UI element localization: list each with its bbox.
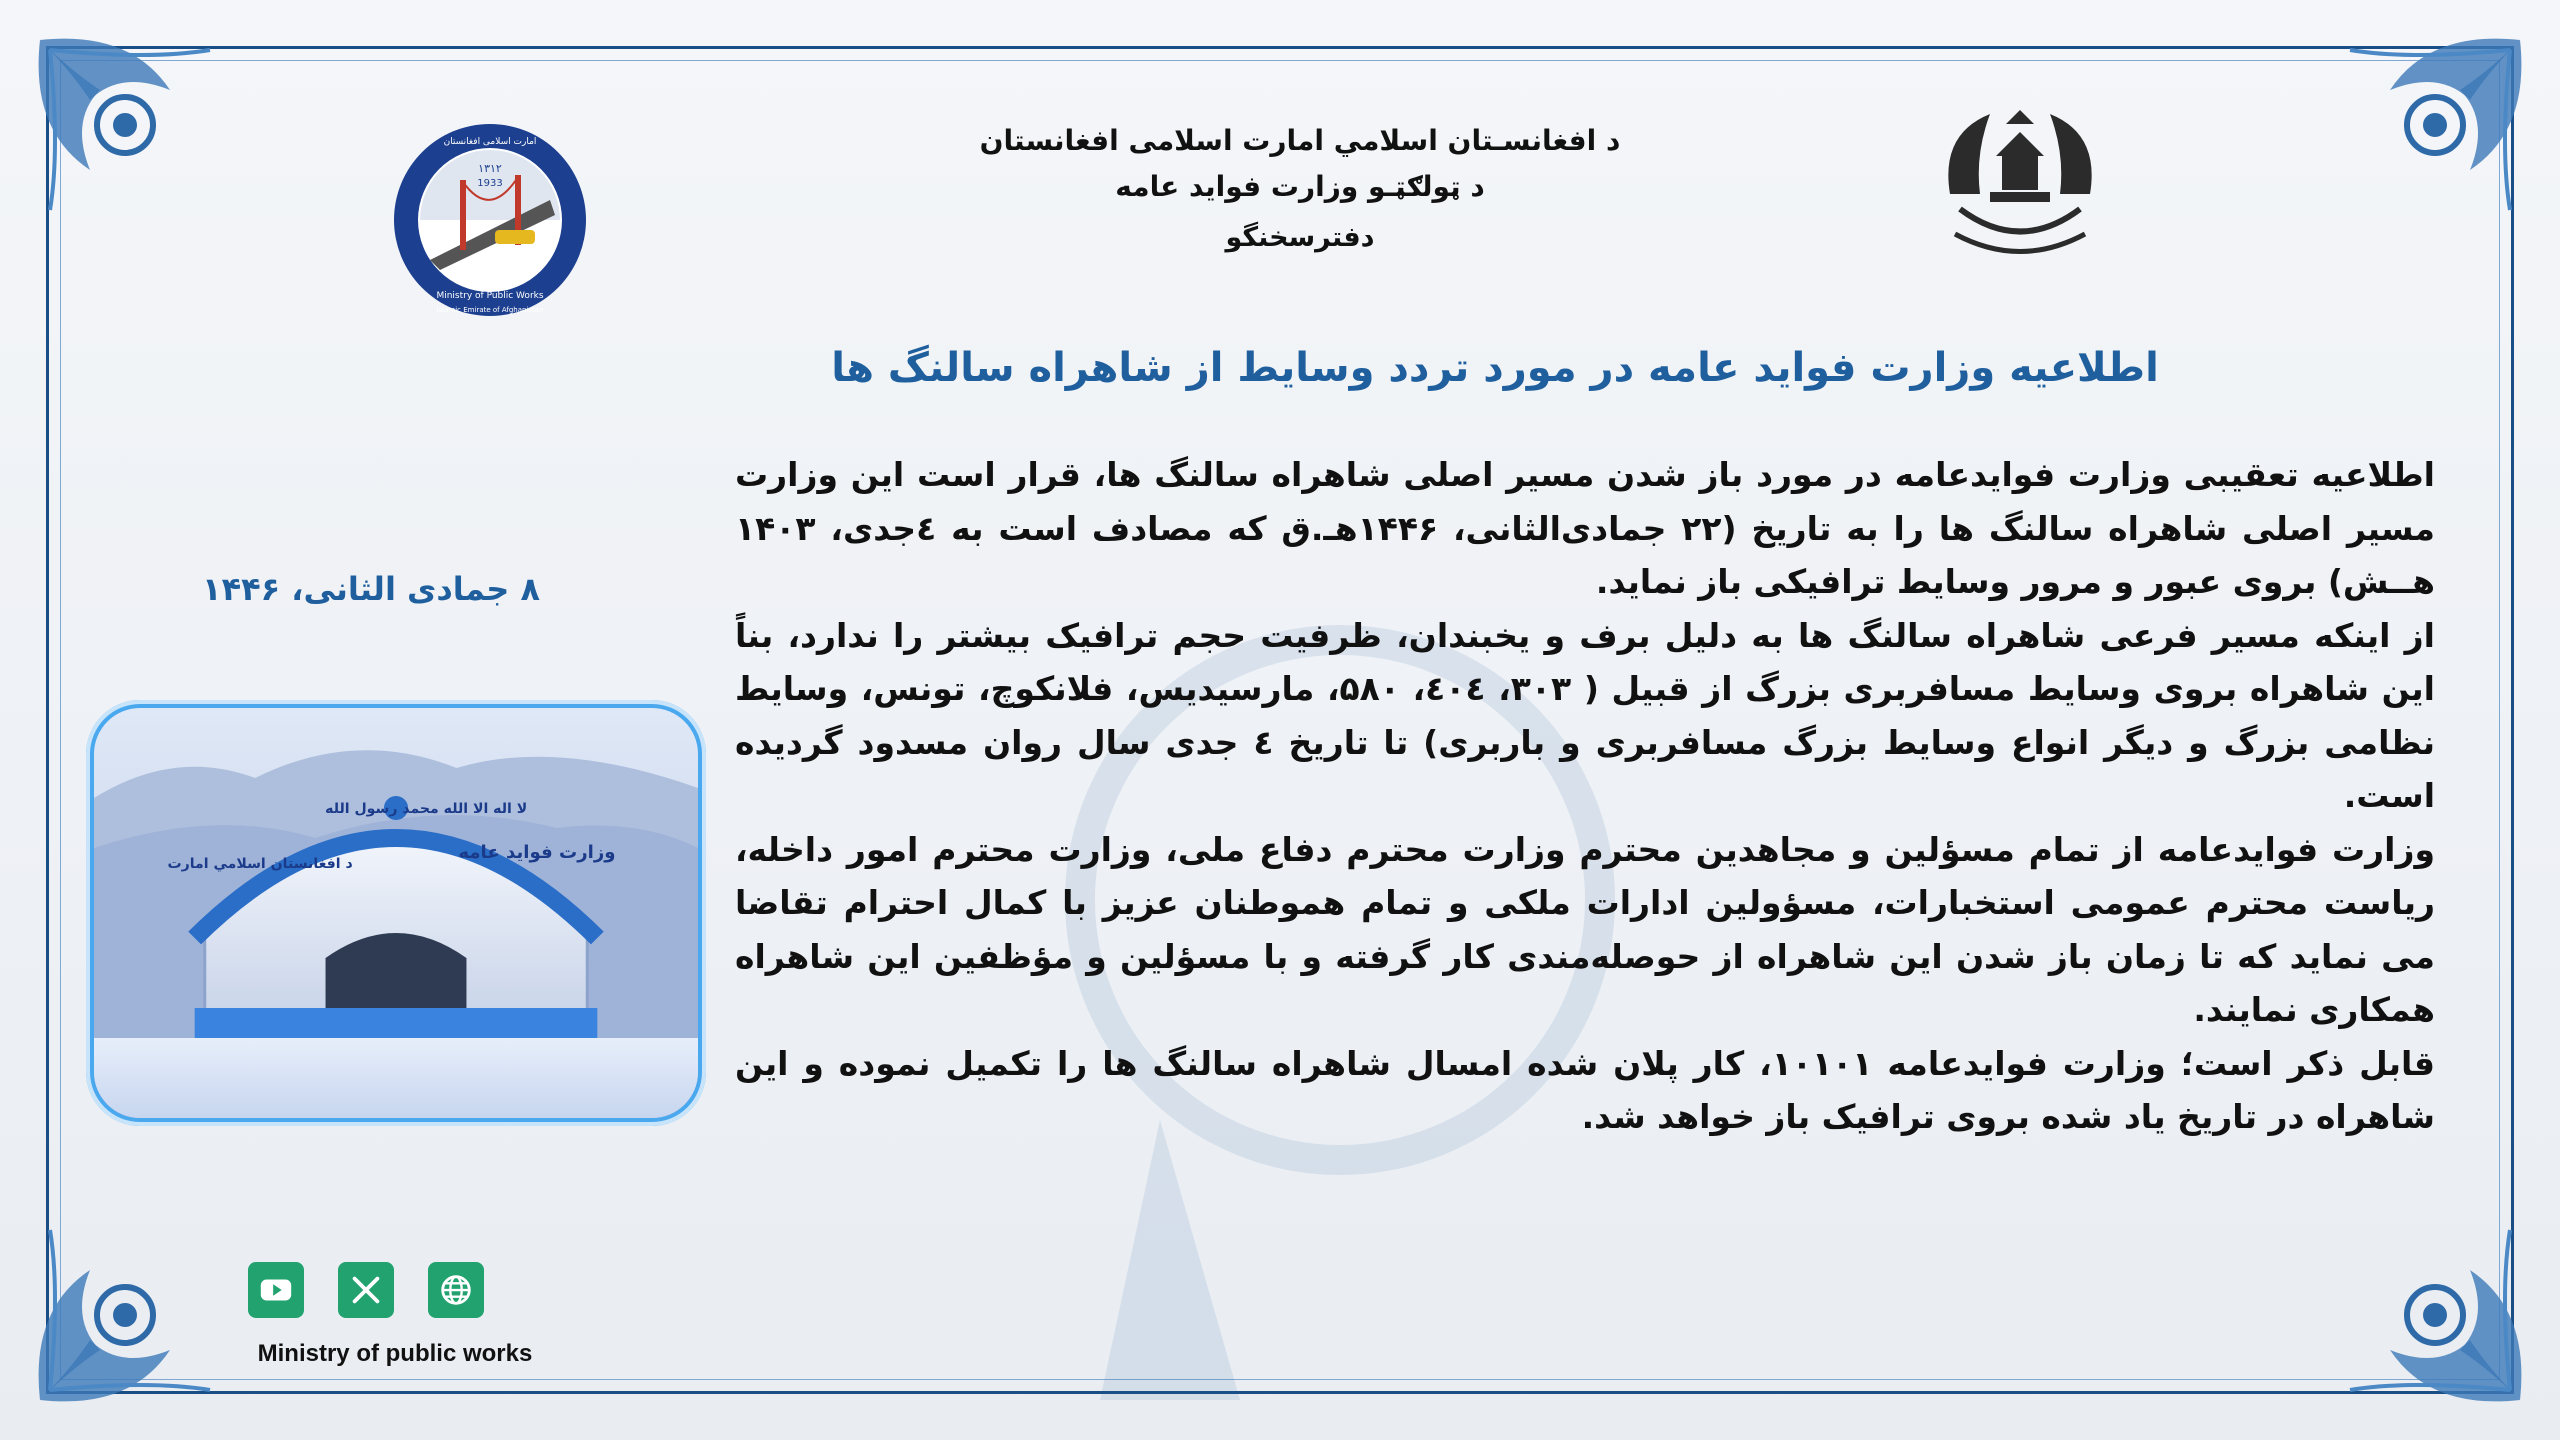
header-line-3: دفترسخنگو bbox=[1225, 222, 1375, 253]
social-links bbox=[248, 1262, 484, 1318]
corner-ornament-bottom-left bbox=[30, 1210, 230, 1410]
paragraph-2: از اینکه مسیر فرعی شاهراه سالنگ ها به دلیل برف و یخبندان، ظرفیت حجم ترافیک بیشتر را ندارد، بناً این شاهراه بروی وسایط مسافربری بزرگ از قبیل ( ۳۰۳، ٤٠٤، ۵۸۰، مارسیدیس، فلانکوچ، تونس، وسایط نظامی بزرگ و دیگر انواع وسایط بزرگ مسافربری و باربری) تا تاریخ ٤ جدی سال روان مسدود گردیده است. bbox=[735, 615, 2436, 815]
logo-bottom-text: Islamic Emirate of Afghanistan bbox=[436, 306, 544, 314]
paragraph-1: اطلاعیه تعقیبی وزارت فوایدعامه در مورد باز شدن مسیر اصلی شاهراه سالنگ ها، قرار است این وزارت مسیر اصلی شاهراه سالنگ ها را به تاریخ (۲۲ جمادی‌الثانی، ۱۴۴۶هـ.ق که مصادف است به ٤جدی، ۱۴۰۳ هــش) بروی عبور و مرور وسایط ترافیکی باز نماید. bbox=[735, 455, 2435, 601]
logo-year-1: ۱۳۱۲ bbox=[478, 162, 502, 175]
ministry-label: Ministry of public works bbox=[257, 1340, 533, 1367]
hijri-date: ۸ جمادی الثانی، ۱۴۴۶ bbox=[202, 570, 540, 608]
paragraph-4: قابل ذکر است؛ وزارت فوایدعامه ۱۰۱۰۱، کار پلان شده امسال شاهراه سالنگ ها را تکمیل نموده و این شاهراه در تاریخ یاد شده بروی ترافیک باز خواهد شد. bbox=[735, 1043, 2435, 1136]
paragraph-3: وزارت فوایدعامه از تمام مسؤلین و مجاهدین محترم وزارت محترم دفاع ملی، وزارت محترم امور داخله، ریاست محترم عمومی استخبارات، مسؤولین ادارات ملکی و تمام هموطنان عزیز با کمال احترام تقاضا می نماید که تا زمان باز شدن این شاهراه از حوصله‌مندی کار گرفته و با مسؤلین و مؤظفین این شاهراه همکاری نمایند. bbox=[735, 829, 2435, 1029]
photo-side-text: د افغانستان اسلامي امارت bbox=[167, 856, 353, 872]
logo-top-text: امارت اسلامی افغانستان bbox=[443, 137, 537, 147]
x-icon[interactable] bbox=[338, 1262, 394, 1318]
corner-ornament-top-right bbox=[2330, 30, 2530, 230]
tunnel-photo bbox=[94, 708, 698, 1118]
corner-ornament-bottom-right bbox=[2330, 1210, 2530, 1410]
photo-kalima-text: لا اله الا الله محمد رسول الله bbox=[325, 801, 528, 817]
globe-icon[interactable] bbox=[428, 1262, 484, 1318]
header-line-1: د افغانسـتان اسلامي امارت اسلامی افغانستان bbox=[979, 124, 1621, 157]
emirate-emblem bbox=[1920, 84, 2120, 284]
header bbox=[900, 118, 1700, 266]
logo-ring-text: Ministry of Public Works bbox=[436, 291, 544, 301]
logo-year-2: 1933 bbox=[477, 178, 503, 189]
tunnel-photo-frame bbox=[86, 700, 706, 1126]
announcement-title: اطلاعیه وزارت فواید عامه در مورد تردد وسایط از شاهراه سالنگ ها bbox=[831, 345, 2159, 391]
header-line-2: د ټولګټـو وزارت فواید عامه bbox=[1115, 170, 1485, 203]
ministry-logo bbox=[390, 120, 590, 320]
announcement-body bbox=[735, 448, 2435, 1144]
photo-arch-text: وزارت فواید عامه bbox=[458, 842, 616, 863]
corner-ornament-top-left bbox=[30, 30, 230, 230]
youtube-icon[interactable] bbox=[248, 1262, 304, 1318]
